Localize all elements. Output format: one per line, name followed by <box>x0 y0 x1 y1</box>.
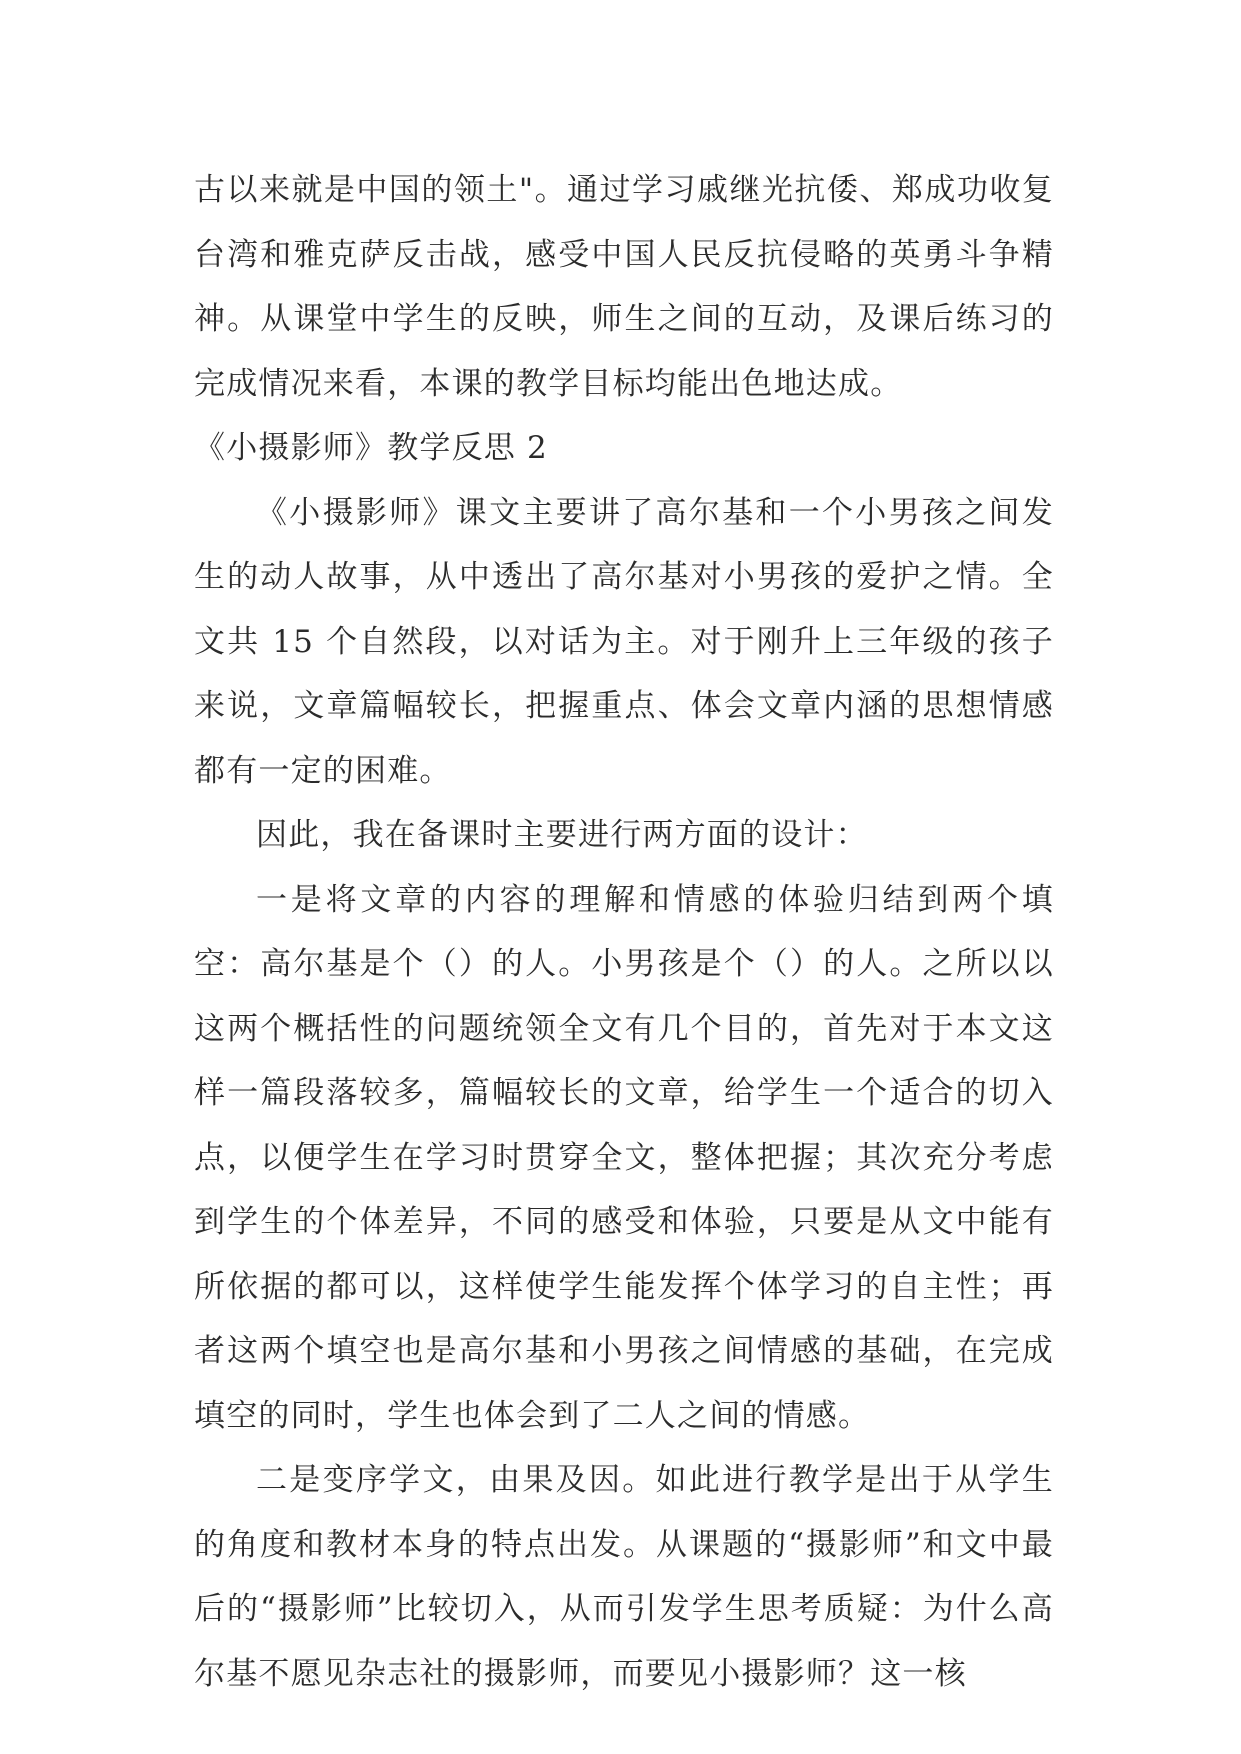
paragraph-design-one: 一是将文章的内容的理解和情感的体验归结到两个填空：高尔基是个（）的人。小男孩是个（）的人。之所以以这两个概括性的问题统领全文有几个目的，首先对于本文这样一篇段落较多，篇幅较长的文章，给学生一个适合的切入点，以便学生在学习时贯穿全文，整体把握；其次充分考虑到学生的个体差异，不同的感受和体验，只要是从文中能有所依据的都可以，这样使学生能发挥个体学习的自主性；再者这两个填空也是高尔基和小男孩之间情感的基础，在完成填空的同时，学生也体会到了二人之间的情感。 <box>194 881 1054 1434</box>
document-body <box>194 158 1054 1706</box>
paragraph-intro: 《小摄影师》课文主要讲了高尔基和一个小男孩之间发生的动人故事，从中透出了高尔基对小男孩的爱护之情。全文共 15 个自然段，以对话为主。对于刚升上三年级的孩子来说，文章篇幅较长，把握重点、体会文章内涵的思想情感都有一定的困难。 <box>194 494 1054 789</box>
paragraph-design-lead: 因此，我在备课时主要进行两方面的设计： <box>256 817 868 853</box>
section-heading: 《小摄影师》教学反思 2 <box>194 430 548 466</box>
paragraph-design-two: 二是变序学文，由果及因。如此进行教学是出于从学生的角度和教材本身的特点出发。从课题的“摄影师”和文中最后的“摄影师”比较切入，从而引发学生思考质疑：为什么高尔基不愿见杂志社的摄影师，而要见小摄影师？这一核 <box>194 1462 1054 1692</box>
paragraph-continued: 古以来就是中国的领土"。通过学习戚继光抗倭、郑成功收复台湾和雅克萨反击战，感受中国人民反抗侵略的英勇斗争精神。从课堂中学生的反映，师生之间的互动，及课后练习的完成情况来看，本课的教学目标均能出色地达成。 <box>194 172 1054 402</box>
